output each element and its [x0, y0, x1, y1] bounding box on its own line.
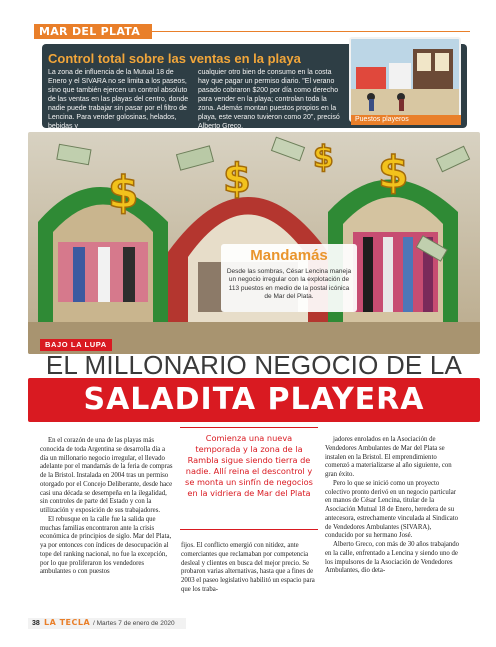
info-box-title: Control total sobre las ventas en la playa: [48, 51, 301, 66]
footer-date: / Martes 7 de enero de 2020: [93, 620, 175, 627]
mandamas-text: Desde las sombras, César Lencina maneja un negocio irregular con la explotación de 113 puestos en medio de la postal icónica de Mar del Plata.: [226, 268, 352, 301]
beach-stalls-photo: [349, 37, 461, 122]
page-number: 38: [32, 620, 40, 627]
top-rule: [152, 31, 470, 32]
body-column-1: [40, 437, 174, 577]
section-tag: MAR DEL PLATA: [34, 24, 152, 39]
info-box-column-1: La zona de influencia de la Mutual 18 de Enero y el SIVARA no se limita a los paseos, sino que también ejercen un control absoluto de las ventas en las playas del centro, donde nadie puede trabajar sin pasar por el filtro de Lencina. Para vender golosinas, helados, bebidas y: [48, 69, 189, 130]
svg-text:$: $: [378, 147, 409, 198]
headline-line-2: SALADITA PLAYERA: [83, 382, 425, 417]
body-column-2: fijos. El conflicto emergió con nitidez, ante comerciantes que reclamaban por competencia desleal y clientes en busca del mejor precio. Se probaron varias alternativas, hasta que a fines de 2003 el paseo legislativo habilitó un espacio para que los traba-: [181, 542, 315, 593]
pull-quote-text: Comienza una nueva temporada y la zona de la Rambla sigue siendo tierra de nadie. Allí reina el descontrol y se monta un sinfín de negocios en la vidriera de Mar del Plata: [185, 433, 313, 498]
body-paragraph: jadores enrolados en la Asociación de Vendedores Ambulantes de Mar del Plata se instalen en la Bristol. El emprendimiento comenzó a materializarse al año siguiente, con gran éxito.: [325, 436, 452, 478]
svg-text:$: $: [108, 167, 139, 218]
body-column-3: [325, 436, 461, 576]
mandamas-title: Mandamás: [250, 247, 328, 264]
body-paragraph: En el corazón de una de las playas más conocida de toda Argentina se desarrolla día a día un millonario negocio irregular, el llevado adelante por el mandamás de la feria de compras de la Bristol. Instalada en 2004 tras un permiso otorgado por el Concejo Deliberante, desde hace casi una década se desempeña en la ilegalidad, sin controles de parte del Estado y con la utilización y exposición de sus trabajadores.: [40, 437, 173, 514]
footer-brand: LA TECLA: [44, 618, 91, 627]
body-paragraph: Alberto Greco, con más de 30 años trabajando en la calle, enfrentado a Lencina y siendo uno de los impulsores de la Asociación de Vendedores Ambulantes, dio deta-: [325, 541, 460, 575]
body-paragraph: Pero lo que se inició como un proyecto colectivo pronto derivó en un negocio particular en manos de César Lencina, titular de la Asociación Mutual 18 de Enero, heredera de su antecesora, estrechamente vinculada al Sindicato de Vendedores Ambulantes (SIVARA), conducido por su hermano José.: [325, 479, 459, 540]
svg-text:$: $: [223, 156, 251, 202]
svg-text:$: $: [313, 140, 334, 175]
bajo-la-lupa-tag: BAJO LA LUPA: [40, 339, 112, 351]
headline-line-1: EL MILLONARIO NEGOCIO DE LA: [45, 350, 463, 380]
main-photo: [28, 132, 480, 354]
photo-caption: Puestos playeros: [351, 115, 461, 125]
info-box-column-2: cualquier otro bien de consumo en la costa hay que pagar un permiso diario. "El verano pasado cobraron $200 por día como derecho para vender en la playa; controlan toda la zona. Además montan puestos propios en la playa, este verano tuvieron como 20", precisó Alberto Greco.: [198, 69, 340, 130]
body-paragraph: El rebusque en la calle fue la salida que muchas familias encontraron ante la crisis económica de principios de siglo. Mar del Plata, ya por entonces con índices de desocupación al tope del ranking nacional, no fue la excepción, por lo que proliferaron los vendedores ambulantes o con puestos: [40, 515, 172, 576]
